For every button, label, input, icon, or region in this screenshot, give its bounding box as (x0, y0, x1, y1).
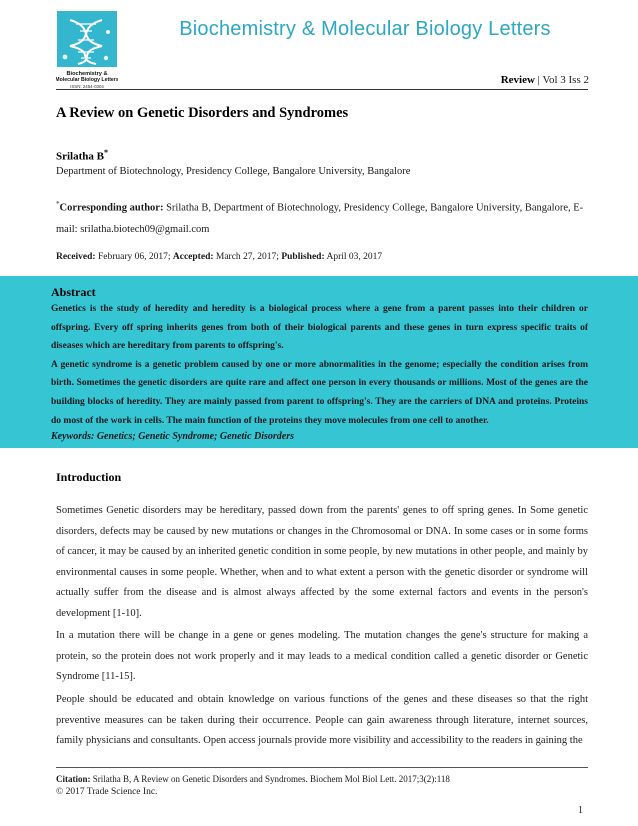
abstract-heading: Abstract (51, 285, 96, 299)
corresponding-mark: * (56, 200, 60, 208)
corresponding-label: Corresponding author: (59, 202, 164, 214)
citation (56, 774, 450, 784)
section-heading-introduction: Introduction (56, 470, 122, 484)
logo-name-line1: Biochemistry & (66, 71, 108, 77)
footer-divider (56, 767, 588, 768)
citation-label: Citation: (56, 774, 91, 784)
received-label: Received: (56, 252, 96, 262)
body-paragraph: In a mutation there will be change in a gene or genes modeling. The mutation changes the gene's structure for making a protein, so the protein does not work properly and it may leads to a medical condition called a genetic disorder or Genetic Syndrome [11-15]. (56, 630, 588, 683)
corresponding-text: Srilatha B, Department of Biotechnology, Presidency College, Bangalore University, Bangalore, E-mail: srilatha.biotech09@gmail.com (56, 202, 584, 235)
citation-text: Srilatha B, A Review on Genetic Disorders and Syndromes. Biochem Mol Biol Lett. 2017;3(2):118 (92, 774, 450, 784)
journal-title: Biochemistry & Molecular Biology Letters (179, 18, 551, 40)
body-paragraph: People should be educated and obtain knowledge on various functions of the genes and these diseases so that the right preventive measures can be taken during their occurrence. People can gain awareness through literature, internet sources, family physicians and consultants. Open access journals provide more visibility and accessibility to the readers in gaining the (56, 694, 588, 747)
accepted-label: Accepted: (172, 252, 214, 262)
volume-issue: Vol 3 Iss 2 (542, 74, 589, 86)
logo-issn: ISSN: 2454-0304 (70, 84, 104, 89)
author-name: Srilatha B (56, 150, 104, 163)
accepted-date: March 27, 2017; (215, 252, 279, 262)
abstract-text (51, 300, 588, 430)
author-line (56, 148, 108, 163)
article-dates (56, 252, 382, 262)
author-mark: * (103, 148, 108, 157)
author-affiliation: Department of Biotechnology, Presidency College, Bangalore University, Bangalore (56, 166, 411, 177)
published-date: April 03, 2017 (326, 252, 383, 262)
logo-name-line2: Molecular Biology Letters (56, 77, 118, 83)
article-type: Review (500, 74, 535, 86)
header-divider (56, 89, 588, 90)
journal-logo-graphic (56, 10, 118, 92)
published-label: Published: (281, 252, 325, 262)
page-number: 1 (578, 805, 583, 816)
paper-title: A Review on Genetic Disorders and Syndromes (56, 105, 349, 121)
received-date: February 06, 2017; (97, 252, 171, 262)
body-paragraph: Sometimes Genetic disorders may be hereditary, passed down from the parents' genes to off spring genes. In Some genetic disorders, defects may be caused by new mutations or changes in the Chromosomal or DNA. In some cases or in some forms of cancer, it may be caused by an inherited genetic condition in some people, by new mutations in other people, and mainly by environmental causes in some people. Whether, when and to what extent a person with the genetic disorder or syndrome will actually suffer from the disease and is almost always affected by the some external factors and events in the person's development [1-10]. (56, 505, 588, 619)
copyright: © 2017 Trade Science Inc. (56, 787, 158, 797)
abstract-paragraph: A genetic syndrome is a genetic problem caused by one or more abnormalities in the genome; especially the condition arises from birth. Sometimes the genetic disorders are quite rare and affect one person in every thousands or millions. Most of the genes are the building blocks of heredity. They are mainly passed from parent to offspring's. They are the carriers of DNA and proteins. Proteins do most of the work in cells. The main function of the proteins they move molecules from one cell to another. (51, 359, 588, 426)
article-type-line: Review | Vol 3 Iss 2 (500, 74, 589, 86)
journal-logo (56, 10, 118, 92)
abstract-paragraph: Genetics is the study of heredity and heredity is a biological process where a gene from a parent passes into their children or offspring. Every off spring inherits genes from both of their biological parents and these genes in turn express specific traits of diseases which are hereditary from parents to offspring's. (51, 304, 588, 352)
corresponding-author (56, 194, 588, 240)
keywords: Keywords: Genetics; Genetic Syndrome; Genetic Disorders (51, 431, 295, 442)
